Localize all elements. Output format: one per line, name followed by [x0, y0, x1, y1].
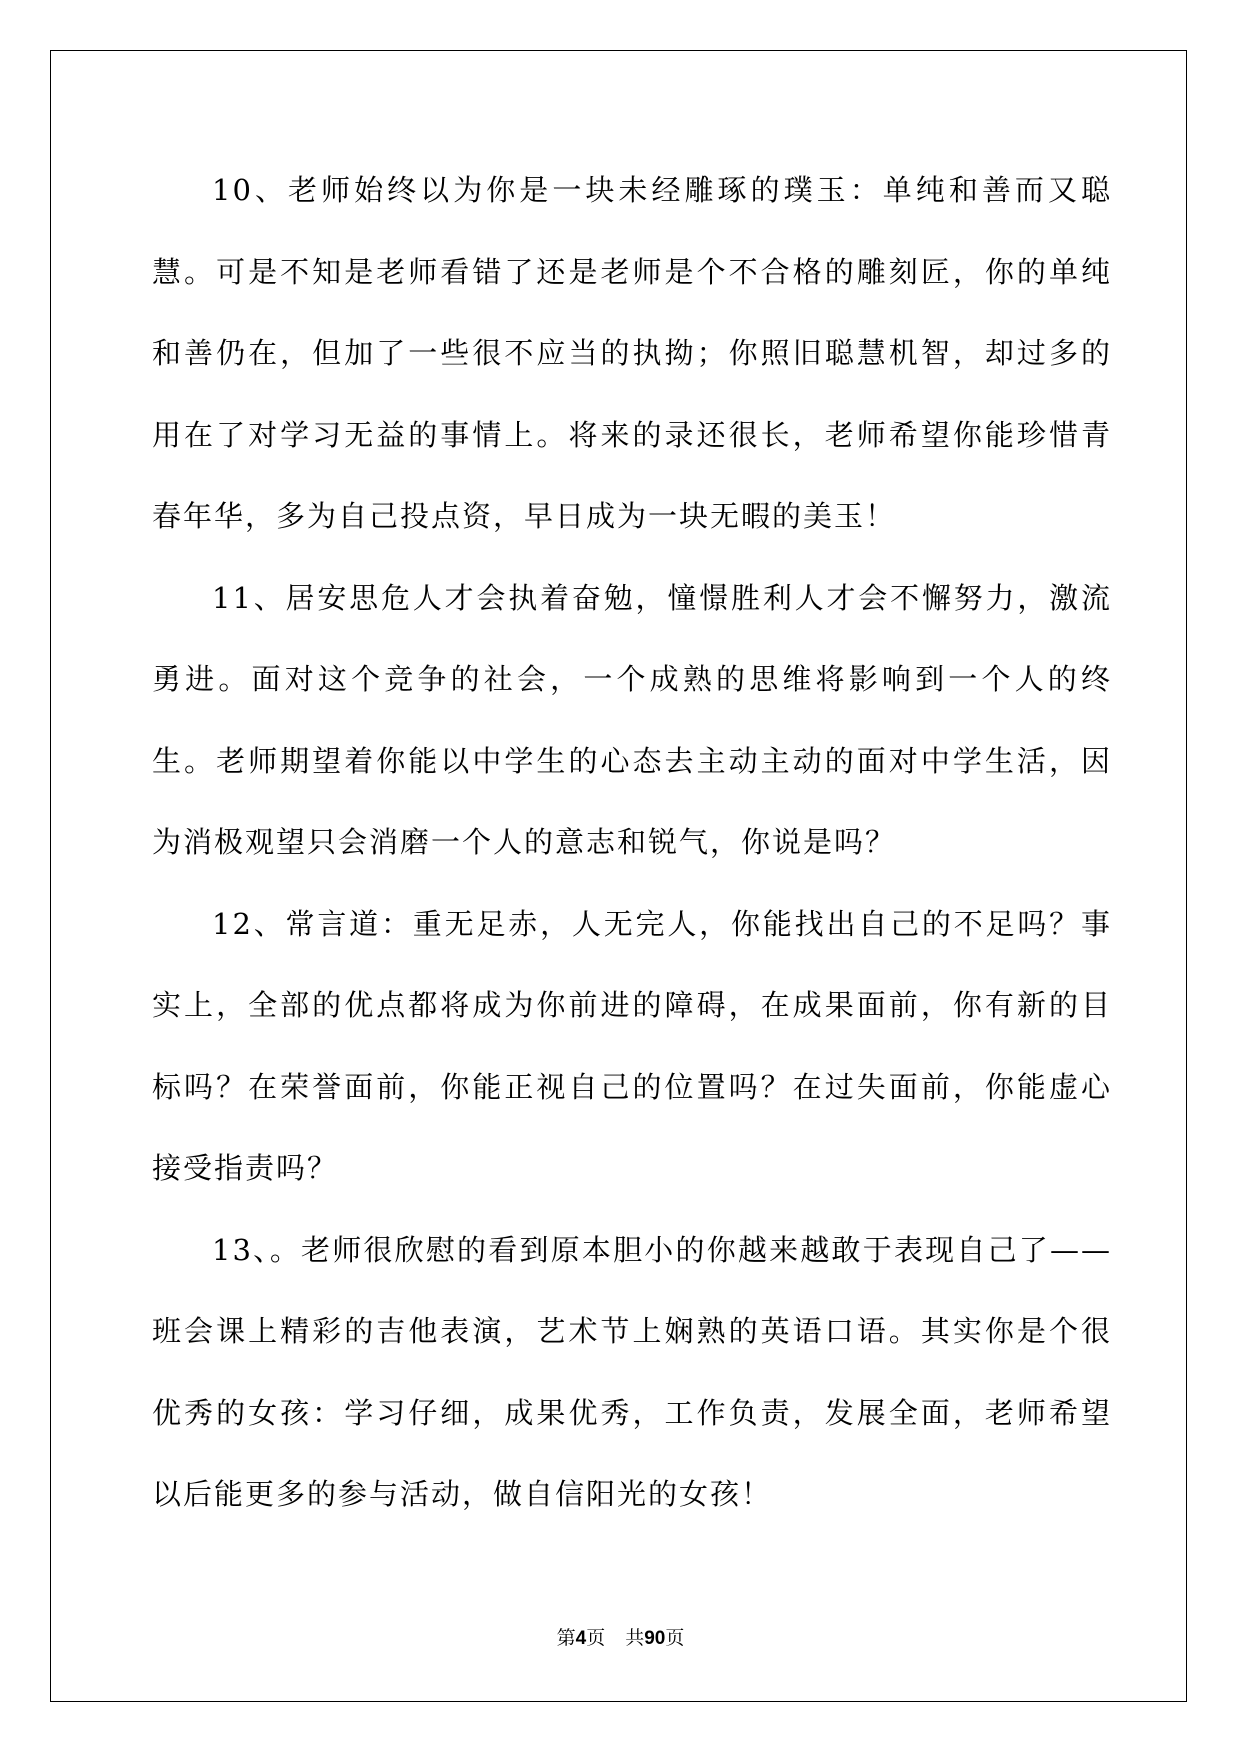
total-unit: 页 — [665, 1627, 685, 1649]
page-unit: 页 — [586, 1627, 606, 1649]
total-prefix: 共 — [625, 1627, 645, 1649]
page-prefix: 第 — [556, 1627, 576, 1649]
total-pages: 90 — [644, 1628, 666, 1649]
page-current: 4 — [575, 1628, 587, 1649]
page-footer — [0, 1623, 1241, 1650]
paragraph-13: 13、。老师很欣慰的看到原本胆小的你越来越敢于表现自己了——班会课上精彩的吉他表演，艺术节上娴熟的英语口语。其实你是个很优秀的女孩：学习仔细，成果优秀，工作负责，发展全面，老师希望以后能更多的参与活动，做自信阳光的女孩！ — [152, 1232, 1112, 1511]
paragraph-12: 12、常言道：重无足赤，人无完人，你能找出自己的不足吗？事实上，全部的优点都将成为你前进的障碍，在成果面前，你有新的目标吗？在荣誉面前，你能正视自己的位置吗？在过失面前，你能虚心接受指责吗？ — [152, 906, 1112, 1185]
paragraph-11: 11、居安思危人才会执着奋勉，憧憬胜利人才会不懈努力，激流勇进。面对这个竞争的社会，一个成熟的思维将影响到一个人的终生。老师期望着你能以中学生的心态去主动主动的面对中学生活，因为消极观望只会消磨一个人的意志和锐气，你说是吗？ — [152, 580, 1112, 859]
document-body — [152, 150, 1112, 1536]
paragraph-10: 10、老师始终以为你是一块未经雕琢的璞玉：单纯和善而又聪慧。可是不知是老师看错了还是老师是个不合格的雕刻匠，你的单纯和善仍在，但加了一些很不应当的执拗；你照旧聪慧机智，却过多的用在了对学习无益的事情上。将来的录还很长，老师希望你能珍惜青春年华，多为自己投点资，早日成为一块无暇的美玉！ — [152, 173, 1112, 533]
